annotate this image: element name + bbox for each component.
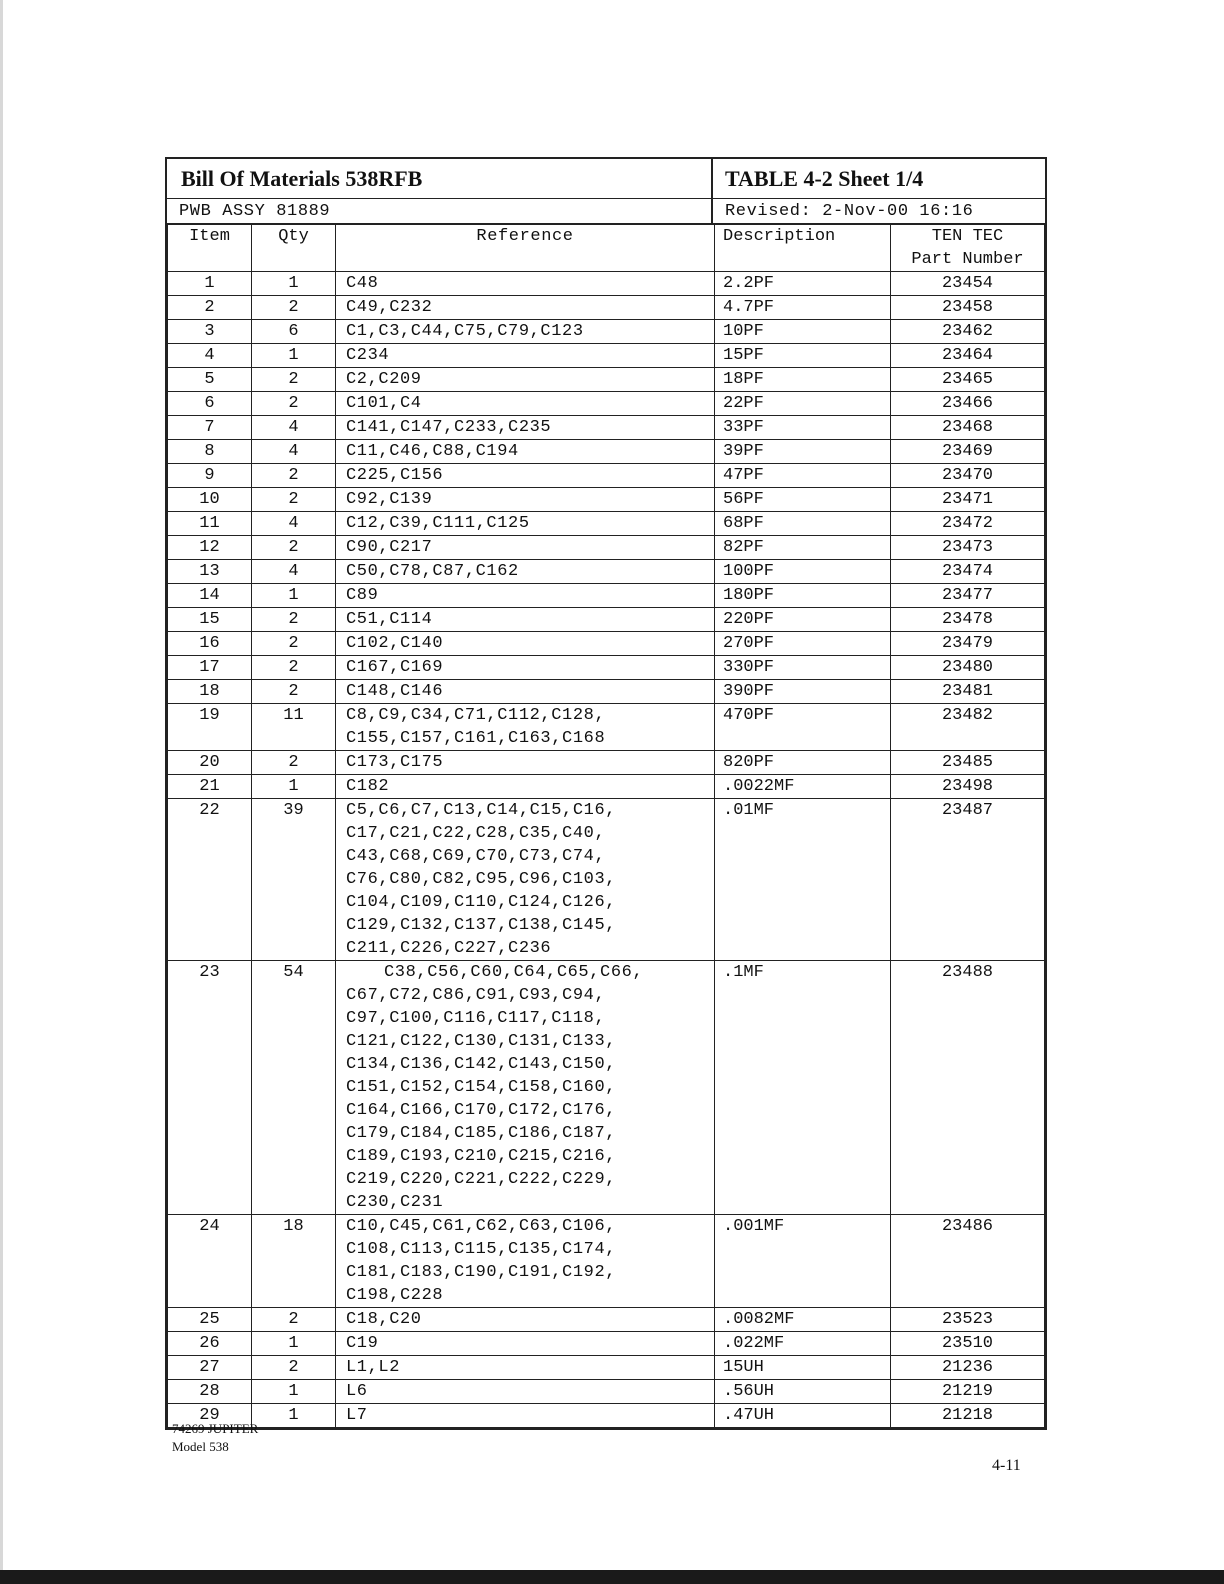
part-number-cell: 23464	[891, 344, 1045, 368]
reference-cell	[336, 1332, 715, 1356]
reference-cell	[336, 1215, 715, 1308]
title-cell	[167, 159, 713, 198]
reference-cell	[336, 632, 715, 656]
description-cell: 100PF	[715, 560, 891, 584]
table-row	[168, 632, 1045, 656]
reference-cell	[336, 536, 715, 560]
reference-cell	[336, 799, 715, 961]
table-row	[168, 560, 1045, 584]
qty-cell: 2	[252, 1308, 336, 1332]
qty-cell: 2	[252, 751, 336, 775]
qty-cell: 1	[252, 1380, 336, 1404]
part-number-cell: 23487	[891, 799, 1045, 961]
reference-text: C50,C78,C87,C162	[346, 562, 519, 581]
part-number-cell: 23458	[891, 296, 1045, 320]
reference-text: C234	[346, 346, 390, 365]
assy-cell	[167, 199, 713, 223]
description-cell: 2.2PF	[715, 272, 891, 296]
qty-cell: 4	[252, 560, 336, 584]
table-row	[168, 1380, 1045, 1404]
reference-text: C8,C9,C34,C71,C112,C128, C155,C157,C161,C163,C168	[346, 706, 606, 748]
description-cell: .56UH	[715, 1380, 891, 1404]
description-cell: 39PF	[715, 440, 891, 464]
reference-cell	[336, 680, 715, 704]
description-cell: .0022MF	[715, 775, 891, 799]
qty-cell: 2	[252, 368, 336, 392]
pwb-assy: PWB ASSY 81889	[179, 201, 331, 221]
table-row	[168, 392, 1045, 416]
item-cell: 5	[168, 368, 252, 392]
item-cell: 7	[168, 416, 252, 440]
qty-cell: 1	[252, 1404, 336, 1428]
reference-cell	[336, 344, 715, 368]
parts-body	[168, 272, 1045, 1428]
part-number-cell: 23523	[891, 1308, 1045, 1332]
part-number-cell: 23510	[891, 1332, 1045, 1356]
item-cell: 13	[168, 560, 252, 584]
part-number-cell: 23488	[891, 961, 1045, 1215]
description-cell: 47PF	[715, 464, 891, 488]
qty-cell: 2	[252, 464, 336, 488]
item-cell: 14	[168, 584, 252, 608]
reference-cell	[336, 1404, 715, 1428]
part-number-cell: 23485	[891, 751, 1045, 775]
item-cell: 22	[168, 799, 252, 961]
part-number-cell: 23462	[891, 320, 1045, 344]
reference-text: C173,C175	[346, 753, 444, 772]
reference-cell	[336, 512, 715, 536]
table-row	[168, 584, 1045, 608]
qty-cell: 1	[252, 344, 336, 368]
part-number-cell: 21219	[891, 1380, 1045, 1404]
reference-cell	[336, 320, 715, 344]
description-cell: 470PF	[715, 704, 891, 751]
table-row	[168, 1215, 1045, 1308]
reference-text: C1,C3,C44,C75,C79,C123	[346, 322, 584, 341]
footer-line-1: 74269 JUPITER	[172, 1421, 259, 1436]
table-sheet-label: TABLE 4-2 Sheet 1/4	[725, 165, 924, 191]
reference-text: C51,C114	[346, 610, 433, 629]
description-cell: 330PF	[715, 656, 891, 680]
description-cell: .1MF	[715, 961, 891, 1215]
part-number-cell: 23478	[891, 608, 1045, 632]
item-cell: 11	[168, 512, 252, 536]
reference-cell	[336, 368, 715, 392]
item-cell: 29	[168, 1404, 252, 1428]
reference-text: C67,C72,C86,C91,C93,C94, C97,C100,C116,C117,C118, C121,C122,C130,C131,C133, C134,C136,C142,C143,C150, C151,C152,C154,C158,C160, C164,C166,C170,C172,C176, C179,C184,C185,C186,C187, C189,C193,C210,C215,C216, C219,C220,C221,C222,C229, C230,C231	[346, 986, 617, 1212]
description-cell: 22PF	[715, 392, 891, 416]
description-cell: 4.7PF	[715, 296, 891, 320]
qty-cell: 4	[252, 440, 336, 464]
reference-cell	[336, 416, 715, 440]
qty-cell: 18	[252, 1215, 336, 1308]
description-cell: 10PF	[715, 320, 891, 344]
table-row	[168, 440, 1045, 464]
footer-model-info	[172, 1420, 258, 1456]
item-cell: 21	[168, 775, 252, 799]
part-number-cell: 23480	[891, 656, 1045, 680]
reference-cell	[336, 584, 715, 608]
description-cell: .47UH	[715, 1404, 891, 1428]
part-number-cell: 23465	[891, 368, 1045, 392]
table-row	[168, 608, 1045, 632]
part-number-header-text: TEN TEC Part Number	[911, 227, 1024, 269]
col-header-qty: Qty	[252, 225, 336, 272]
qty-cell: 39	[252, 799, 336, 961]
column-header-row	[168, 225, 1045, 272]
description-cell: 56PF	[715, 488, 891, 512]
table-row	[168, 272, 1045, 296]
part-number-cell: 23482	[891, 704, 1045, 751]
qty-cell: 54	[252, 961, 336, 1215]
item-cell: 23	[168, 961, 252, 1215]
part-number-cell: 23466	[891, 392, 1045, 416]
part-number-cell: 23474	[891, 560, 1045, 584]
scan-edge-bottom	[0, 1570, 1224, 1584]
subtitle-row	[167, 199, 1045, 224]
description-cell: 820PF	[715, 751, 891, 775]
description-cell: 15PF	[715, 344, 891, 368]
reference-cell	[336, 296, 715, 320]
table-row	[168, 1356, 1045, 1380]
item-cell: 3	[168, 320, 252, 344]
reference-text: C2,C209	[346, 370, 422, 389]
item-cell: 6	[168, 392, 252, 416]
qty-cell: 2	[252, 680, 336, 704]
part-number-cell: 23454	[891, 272, 1045, 296]
item-cell: 24	[168, 1215, 252, 1308]
reference-text: C12,C39,C111,C125	[346, 514, 530, 533]
reference-cell	[336, 656, 715, 680]
description-cell: 33PF	[715, 416, 891, 440]
qty-cell: 2	[252, 392, 336, 416]
item-cell: 20	[168, 751, 252, 775]
revised-date: Revised: 2-Nov-00 16:16	[725, 201, 974, 221]
qty-cell: 1	[252, 584, 336, 608]
table-row	[168, 704, 1045, 751]
item-cell: 15	[168, 608, 252, 632]
item-cell: 25	[168, 1308, 252, 1332]
description-cell: .001MF	[715, 1215, 891, 1308]
reference-cell	[336, 1356, 715, 1380]
reference-cell	[336, 775, 715, 799]
item-cell: 4	[168, 344, 252, 368]
document-title: Bill Of Materials 538RFB	[181, 165, 423, 191]
reference-text: C48	[346, 274, 379, 293]
description-cell: .0082MF	[715, 1308, 891, 1332]
bill-of-materials-table	[165, 157, 1047, 1430]
item-cell: 2	[168, 296, 252, 320]
qty-cell: 4	[252, 512, 336, 536]
part-number-cell: 23471	[891, 488, 1045, 512]
item-cell: 12	[168, 536, 252, 560]
part-number-cell: 23470	[891, 464, 1045, 488]
reference-text: C89	[346, 586, 379, 605]
reference-text: C18,C20	[346, 1310, 422, 1329]
reference-cell	[336, 440, 715, 464]
description-cell: 82PF	[715, 536, 891, 560]
description-cell: 180PF	[715, 584, 891, 608]
item-cell: 27	[168, 1356, 252, 1380]
reference-cell	[336, 392, 715, 416]
table-row	[168, 799, 1045, 961]
item-cell: 10	[168, 488, 252, 512]
reference-cell	[336, 272, 715, 296]
part-number-cell: 21236	[891, 1356, 1045, 1380]
table-row	[168, 1332, 1045, 1356]
table-row	[168, 296, 1045, 320]
page-number: 4-11	[992, 1457, 1021, 1474]
qty-cell: 2	[252, 296, 336, 320]
table-row	[168, 751, 1045, 775]
table-row	[168, 464, 1045, 488]
description-cell: 270PF	[715, 632, 891, 656]
reference-text: C102,C140	[346, 634, 444, 653]
part-number-cell: 23498	[891, 775, 1045, 799]
part-number-cell: 23469	[891, 440, 1045, 464]
reference-cell	[336, 1380, 715, 1404]
part-number-cell: 23468	[891, 416, 1045, 440]
item-cell: 26	[168, 1332, 252, 1356]
reference-text: C49,C232	[346, 298, 433, 317]
description-cell: 18PF	[715, 368, 891, 392]
reference-cell	[336, 961, 715, 1215]
reference-text: C11,C46,C88,C194	[346, 442, 519, 461]
description-cell: 15UH	[715, 1356, 891, 1380]
reference-cell	[336, 464, 715, 488]
reference-text: C225,C156	[346, 466, 444, 485]
part-number-cell: 23479	[891, 632, 1045, 656]
qty-cell: 11	[252, 704, 336, 751]
qty-cell: 1	[252, 775, 336, 799]
qty-cell: 2	[252, 632, 336, 656]
footer-line-2: Model 538	[172, 1439, 229, 1454]
reference-text: C101,C4	[346, 394, 422, 413]
table-row	[168, 1308, 1045, 1332]
item-cell: 28	[168, 1380, 252, 1404]
part-number-cell: 23472	[891, 512, 1045, 536]
qty-cell: 2	[252, 656, 336, 680]
part-number-cell: 23486	[891, 1215, 1045, 1308]
table-row	[168, 656, 1045, 680]
table-row	[168, 512, 1045, 536]
description-cell: .022MF	[715, 1332, 891, 1356]
col-header-reference: Reference	[336, 225, 715, 272]
reference-text: L1,L2	[346, 1358, 401, 1377]
description-cell: 68PF	[715, 512, 891, 536]
table-row	[168, 961, 1045, 1215]
item-cell: 17	[168, 656, 252, 680]
reference-text: C92,C139	[346, 490, 433, 509]
item-cell: 9	[168, 464, 252, 488]
qty-cell: 4	[252, 416, 336, 440]
revised-cell	[713, 199, 1045, 223]
qty-cell: 1	[252, 272, 336, 296]
part-number-cell: 23477	[891, 584, 1045, 608]
reference-cell	[336, 608, 715, 632]
reference-text: C19	[346, 1334, 379, 1353]
item-cell: 8	[168, 440, 252, 464]
table-label-cell	[713, 159, 1045, 198]
part-number-cell: 23473	[891, 536, 1045, 560]
qty-cell: 2	[252, 488, 336, 512]
item-cell: 1	[168, 272, 252, 296]
reference-text: C10,C45,C61,C62,C63,C106, C108,C113,C115,C135,C174, C181,C183,C190,C191,C192, C198,C228	[346, 1217, 617, 1305]
qty-cell: 2	[252, 608, 336, 632]
reference-cell	[336, 1308, 715, 1332]
table-row	[168, 536, 1045, 560]
parts-grid	[167, 224, 1045, 1428]
reference-first-line: C38,C56,C60,C64,C65,C66,	[384, 963, 644, 982]
col-header-description: Description	[715, 225, 891, 272]
table-row	[168, 344, 1045, 368]
reference-text: C148,C146	[346, 682, 444, 701]
table-row	[168, 368, 1045, 392]
qty-cell: 1	[252, 1332, 336, 1356]
table-row	[168, 775, 1045, 799]
reference-cell	[336, 560, 715, 584]
description-cell: .01MF	[715, 799, 891, 961]
description-cell: 220PF	[715, 608, 891, 632]
item-cell: 16	[168, 632, 252, 656]
reference-text: C141,C147,C233,C235	[346, 418, 552, 437]
table-row	[168, 1404, 1045, 1428]
item-cell: 19	[168, 704, 252, 751]
reference-cell	[336, 751, 715, 775]
qty-cell: 2	[252, 536, 336, 560]
table-row	[168, 488, 1045, 512]
table-row	[168, 320, 1045, 344]
table-row	[168, 416, 1045, 440]
col-header-item: Item	[168, 225, 252, 272]
qty-cell: 6	[252, 320, 336, 344]
part-number-cell: 23481	[891, 680, 1045, 704]
reference-cell	[336, 704, 715, 751]
qty-cell: 2	[252, 1356, 336, 1380]
reference-text: C182	[346, 777, 390, 796]
reference-text: L6	[346, 1382, 368, 1401]
part-number-cell: 21218	[891, 1404, 1045, 1428]
scan-edge-left	[0, 0, 3, 1584]
reference-text: C90,C217	[346, 538, 433, 557]
description-cell: 390PF	[715, 680, 891, 704]
col-header-part-number	[891, 225, 1045, 272]
reference-text: C167,C169	[346, 658, 444, 677]
reference-text: L7	[346, 1406, 368, 1425]
table-row	[168, 680, 1045, 704]
reference-cell	[336, 488, 715, 512]
reference-text: C5,C6,C7,C13,C14,C15,C16, C17,C21,C22,C28,C35,C40, C43,C68,C69,C70,C73,C74, C76,C80,C82,C95,C96,C103, C104,C109,C110,C124,C126, C129,C132,C137,C138,C145, C211,C226,C227,C236	[346, 801, 617, 958]
item-cell: 18	[168, 680, 252, 704]
title-row	[167, 159, 1045, 199]
